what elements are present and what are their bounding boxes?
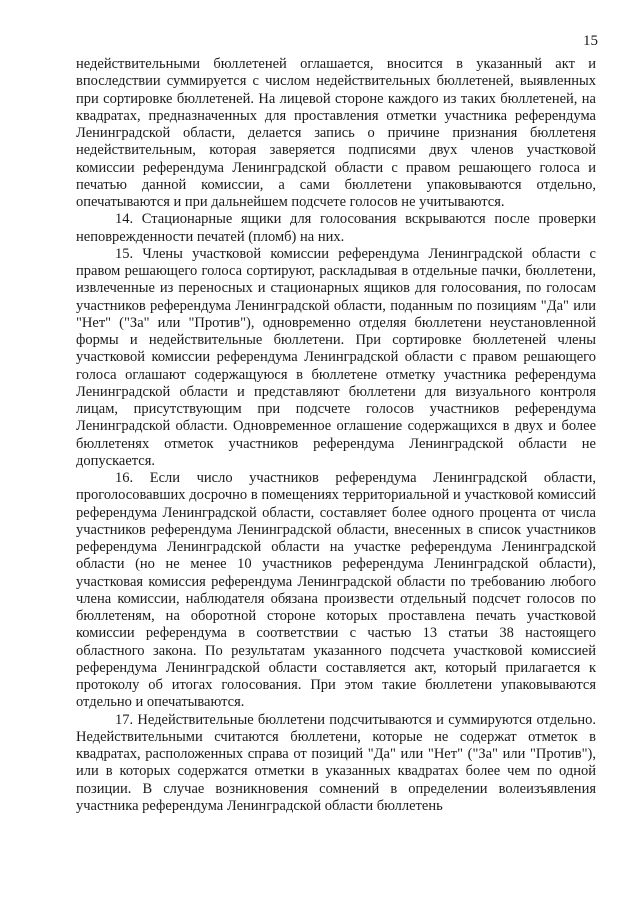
document-body <box>76 56 596 815</box>
paragraph-item-17: 17. Недействительные бюллетени подсчитываются и суммируются отдельно. Недействительными считаются бюллетени, которые не содержат отметок в квадратах, расположенных справа от позиций "Да" или "Нет" ("За" или "Против"), или в которых содержатся отметки в указанных квадратах более чем по одной позиции. В случае возникновения сомнений в определении волеизъявления участника референдума Ленинградской области бюллетень <box>76 711 596 814</box>
page-number: 15 <box>583 33 598 49</box>
paragraph-item-14: 14. Стационарные ящики для голосования вскрываются после проверки неповрежденности печатей (пломб) на них. <box>76 211 596 245</box>
paragraph-item-15: 15. Члены участковой комиссии референдума Ленинградской области с правом решающего голоса сортируют, раскладывая в отдельные пачки, бюллетени, извлеченные из переносных и стационарных ящиков для голосования, по голосам участников референдума Ленинградской области, поданным по позициям "Да" или "Нет" ("За" или "Против"), одновременно отделяя бюллетени неустановленной формы и недействительные бюллетени. При сортировке бюллетеней члены участковой комиссии референдума Ленинградской области с правом решающего голоса оглашают содержащуюся в бюллетене отметку участника референдума Ленинградской области и представляют бюллетени для визуального контроля лицам, присутствующим при подсчете голосов участников референдума Ленинградской области. Одновременное оглашение содержащихся в двух и более бюллетенях отметок участников референдума Ленинградской области не допускается. <box>76 245 596 469</box>
paragraph-item-16: 16. Если число участников референдума Ленинградской области, проголосовавших досрочно в помещениях территориальной и участковой комиссий референдума Ленинградской области, составляет более одного процента от числа участников референдума Ленинградской области, внесенных в список участников референдума Ленинградской области на участке референдума Ленинградской области (но не менее 10 участников референдума Ленинградской области), участковая комиссия референдума Ленинградской области по требованию любого члена комиссии, наблюдателя обязана произвести отдельный подсчет голосов по бюллетеням, на оборотной стороне которых проставлена печать участковой комиссии референдума в соответствии с частью 13 статьи 38 настоящего областного закона. По результатам указанного подсчета участковой комиссией референдума Ленинградской области составляется акт, который прилагается к протоколу об итогах голосования. При этом такие бюллетени упаковываются отдельно и опечатываются. <box>76 470 596 711</box>
paragraph-continuation: недействительными бюллетеней оглашается, вносится в указанный акт и впоследствии суммируется с числом недействительных бюллетеней, выявленных при сортировке бюллетеней. На лицевой стороне каждого из таких бюллетеней, на квадратах, предназначенных для проставления отметки участника референдума Ленинградской области, делается запись о причине признания бюллетеня недействительным, которая заверяется подписями двух членов участковой комиссии референдума Ленинградской области с правом решающего голоса и печатью данной комиссии, а сами бюллетени упаковываются отдельно, опечатываются и при дальнейшем подсчете голосов не учитываются. <box>76 56 596 210</box>
